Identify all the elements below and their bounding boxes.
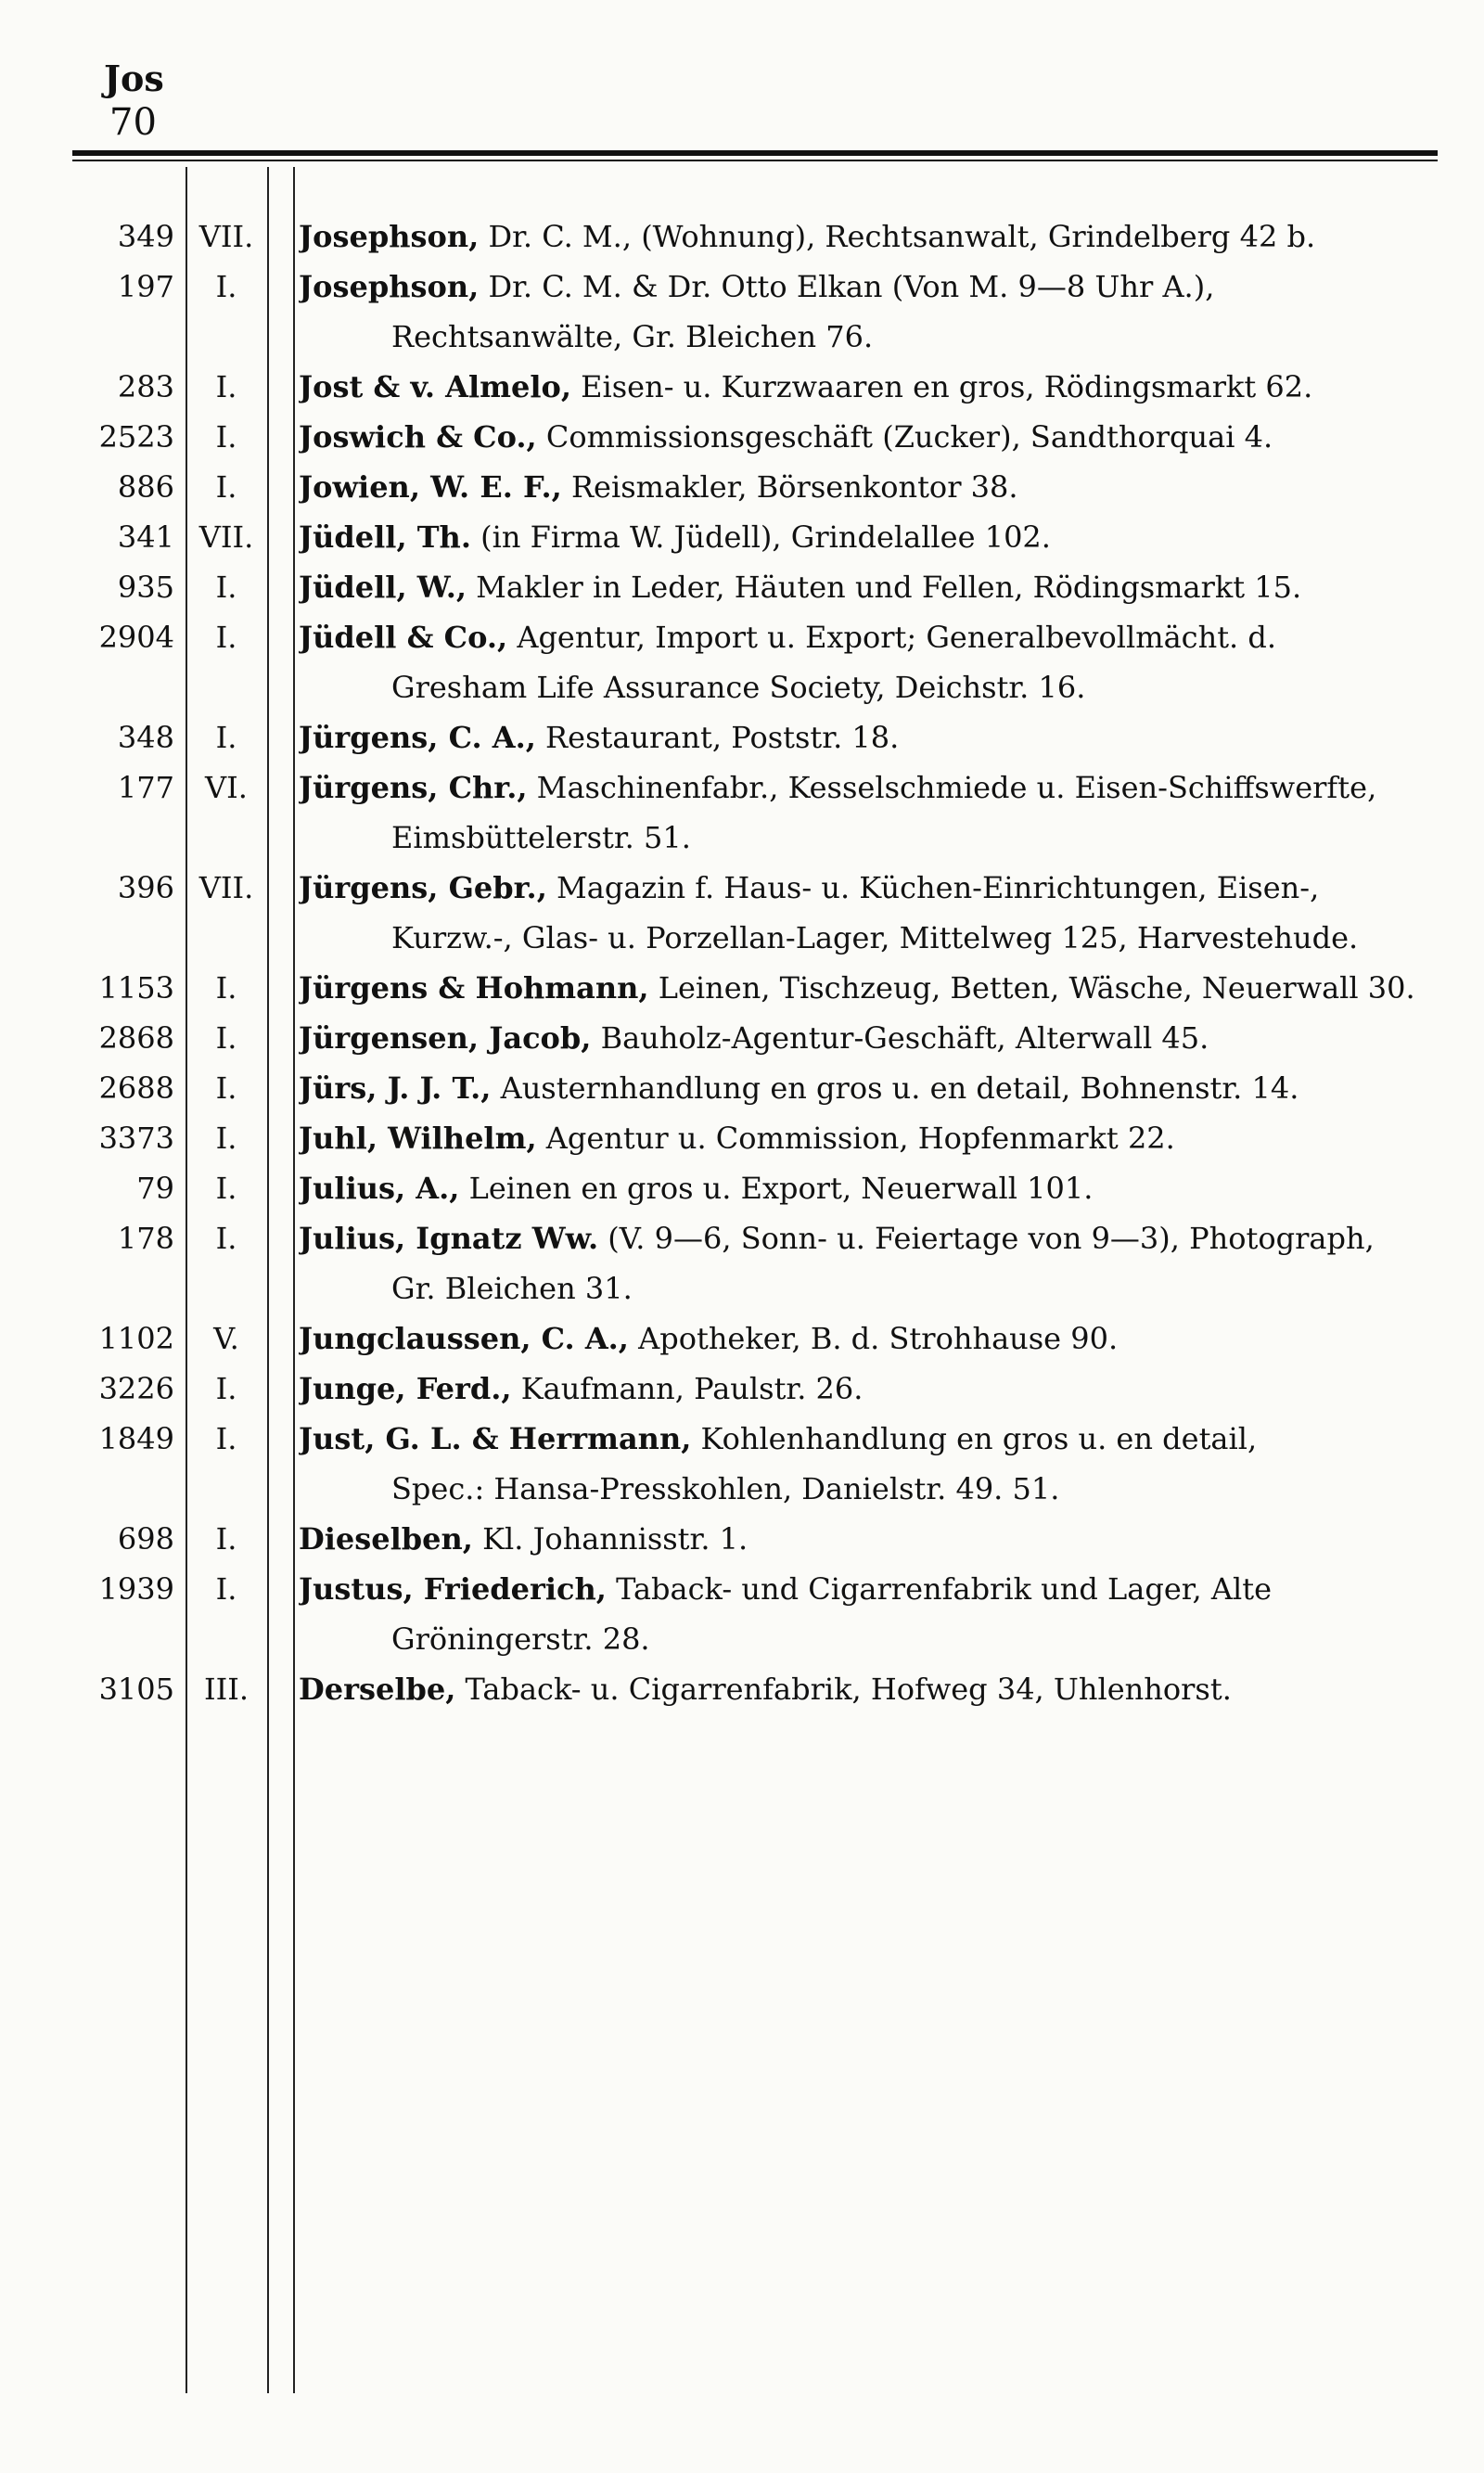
directory-entry <box>0 562 1484 612</box>
district-numeral: VII. <box>198 519 254 555</box>
entry-details: Magazin f. Haus- u. Küchen-Einrichtungen, Eisen-, <box>546 870 1320 905</box>
entry-continuation-line <box>0 1464 1484 1514</box>
telephone-number: 2688 <box>98 1070 174 1106</box>
entry-line <box>0 562 1484 612</box>
telephone-number: 3373 <box>98 1121 174 1156</box>
directory-entry <box>0 1063 1484 1113</box>
entry-continuation-line <box>0 312 1484 362</box>
directory-entry <box>0 1163 1484 1213</box>
directory-entry <box>0 863 1484 963</box>
district-numeral: VI. <box>205 770 248 805</box>
directory-entry <box>0 412 1484 462</box>
entry-text <box>299 1113 1456 1163</box>
entry-details: Eisen- u. Kurzwaaren en gros, Rödingsmarkt 62. <box>570 369 1313 404</box>
entry-details: Maschinenfabr., Kesselschmiede u. Eisen-Schiffswerfte, <box>527 770 1377 805</box>
directory-entry <box>0 1664 1484 1714</box>
directory-entry <box>0 712 1484 762</box>
header-rule-thin <box>72 160 1438 161</box>
entry-details: Gr. Bleichen 31. <box>391 1271 633 1306</box>
entry-details: Kohlenhandlung en gros u. en detail, <box>691 1421 1258 1456</box>
directory-entry <box>0 1313 1484 1364</box>
district-numeral: III. <box>203 1672 249 1707</box>
district-numeral: I. <box>215 970 237 1006</box>
entry-details: Apotheker, B. d. Strohhause 90. <box>628 1321 1119 1356</box>
entry-text <box>299 1163 1456 1213</box>
entry-text <box>299 1364 1456 1414</box>
telephone-number: 197 <box>117 269 174 304</box>
entry-details: Agentur, Import u. Export; Generalbevollmächt. d. <box>507 620 1277 655</box>
entry-details: Taback- und Cigarrenfabrik und Lager, Alte <box>606 1571 1273 1607</box>
entry-details: Austernhandlung en gros u. en detail, Bohnenstr. 14. <box>491 1070 1299 1106</box>
entry-line <box>0 211 1484 262</box>
entry-text <box>299 462 1456 512</box>
district-numeral: I. <box>215 1371 237 1406</box>
entry-name: Dieselben, <box>299 1521 473 1557</box>
entry-text <box>299 1213 1456 1263</box>
entry-name: Jungclaussen, C. A., <box>299 1321 629 1356</box>
district-numeral: I. <box>215 570 237 605</box>
district-numeral: I. <box>215 419 237 455</box>
running-head-key: Jos <box>104 58 164 99</box>
telephone-number: 3226 <box>98 1371 174 1406</box>
entry-name: Jüdell, W., <box>299 570 467 605</box>
directory-entry <box>0 1013 1484 1063</box>
entry-continuation-line <box>0 1614 1484 1664</box>
entry-details: Leinen, Tischzeug, Betten, Wäsche, Neuerwall 30. <box>648 970 1415 1006</box>
directory-entry <box>0 1564 1484 1664</box>
entry-details: Leinen en gros u. Export, Neuerwall 101. <box>459 1171 1094 1206</box>
entry-text <box>299 1313 1456 1364</box>
directory-entry <box>0 262 1484 362</box>
district-numeral: I. <box>215 1070 237 1106</box>
telephone-number: 348 <box>117 720 174 755</box>
entry-continuation-line <box>0 813 1484 863</box>
entry-details: Restaurant, Poststr. 18. <box>535 720 900 755</box>
entry-line <box>0 963 1484 1013</box>
district-numeral: VII. <box>198 870 254 905</box>
entry-name: Jürgens, C. A., <box>299 720 536 755</box>
entry-line <box>0 1163 1484 1213</box>
entry-text <box>299 362 1456 412</box>
entry-text <box>299 1013 1456 1063</box>
entry-name: Jürs, J. J. T., <box>299 1070 492 1106</box>
telephone-number: 2523 <box>98 419 174 455</box>
entry-name: Juhl, Wilhelm, <box>299 1121 537 1156</box>
directory-entry <box>0 362 1484 412</box>
telephone-number: 396 <box>117 870 174 905</box>
telephone-number: 698 <box>117 1521 174 1557</box>
entry-name: Julius, A., <box>299 1171 460 1206</box>
district-numeral: V. <box>213 1321 239 1356</box>
entry-name: Jürgens, Gebr., <box>299 870 547 905</box>
entry-text <box>299 1564 1456 1614</box>
entry-line <box>0 262 1484 312</box>
district-numeral: I. <box>215 1521 237 1557</box>
telephone-number: 2904 <box>98 620 174 655</box>
entry-text <box>299 762 1456 813</box>
entry-details: (in Firma W. Jüdell), Grindelallee 102. <box>470 519 1051 555</box>
directory-entry <box>0 1213 1484 1313</box>
directory-entry <box>0 462 1484 512</box>
entry-text <box>391 1464 1456 1514</box>
directory-entry <box>0 762 1484 863</box>
directory-entry <box>0 963 1484 1013</box>
entry-list <box>0 211 1484 1714</box>
district-numeral: I. <box>215 1571 237 1607</box>
entry-text <box>299 712 1456 762</box>
entry-name: Junge, Ferd., <box>299 1371 512 1406</box>
entry-line <box>0 863 1484 913</box>
entry-line <box>0 1313 1484 1364</box>
entry-text <box>391 913 1456 963</box>
district-numeral: I. <box>215 620 237 655</box>
entry-line <box>0 1213 1484 1263</box>
telephone-number: 2868 <box>98 1020 174 1056</box>
entry-text <box>391 1614 1456 1664</box>
header-rule-thick <box>72 150 1438 156</box>
entry-name: Jürgens & Hohmann, <box>299 970 649 1006</box>
entry-details: Bauholz-Agentur-Geschäft, Alterwall 45. <box>591 1020 1209 1056</box>
entry-details: Dr. C. M., (Wohnung), Rechtsanwalt, Grindelberg 42 b. <box>479 219 1316 254</box>
entry-name: Josephson, <box>299 219 480 254</box>
entry-text <box>299 1664 1456 1714</box>
entry-name: Jürgensen, Jacob, <box>299 1020 592 1056</box>
district-numeral: I. <box>215 1221 237 1256</box>
entry-details: Eimsbüttelerstr. 51. <box>391 820 691 855</box>
entry-text <box>299 863 1456 913</box>
district-numeral: I. <box>215 469 237 505</box>
entry-name: Josephson, <box>299 269 480 304</box>
district-numeral: I. <box>215 1020 237 1056</box>
telephone-number: 79 <box>136 1171 174 1206</box>
directory-entry <box>0 1514 1484 1564</box>
entry-name: Just, G. L. & Herrmann, <box>299 1421 692 1456</box>
telephone-number: 178 <box>117 1221 174 1256</box>
directory-entry <box>0 512 1484 562</box>
telephone-number: 1939 <box>98 1571 174 1607</box>
entry-text <box>299 211 1456 262</box>
entry-name: Justus, Friederich, <box>299 1571 607 1607</box>
entry-name: Jost & v. Almelo, <box>299 369 571 404</box>
entry-line <box>0 762 1484 813</box>
entry-details: Commissionsgeschäft (Zucker), Sandthorquai 4. <box>536 419 1273 455</box>
entry-details: Agentur u. Commission, Hopfenmarkt 22. <box>536 1121 1175 1156</box>
entry-text <box>299 1063 1456 1113</box>
entry-name: Jüdell, Th. <box>299 519 471 555</box>
district-numeral: I. <box>215 369 237 404</box>
entry-line <box>0 1113 1484 1163</box>
entry-line <box>0 1514 1484 1564</box>
entry-continuation-line <box>0 913 1484 963</box>
entry-text <box>299 1414 1456 1464</box>
telephone-number: 935 <box>117 570 174 605</box>
directory-entry <box>0 1364 1484 1414</box>
entry-text <box>391 312 1456 362</box>
entry-name: Joswich & Co., <box>299 419 537 455</box>
district-numeral: I. <box>215 1121 237 1156</box>
entry-text <box>391 813 1456 863</box>
entry-details: Dr. C. M. & Dr. Otto Elkan (Von M. 9—8 Uhr A.), <box>479 269 1215 304</box>
entry-text <box>299 1514 1456 1564</box>
entry-line <box>0 1414 1484 1464</box>
entry-text <box>299 612 1456 662</box>
entry-line <box>0 412 1484 462</box>
entry-line <box>0 1664 1484 1714</box>
entry-name: Derselbe, <box>299 1672 456 1707</box>
entry-line <box>0 612 1484 662</box>
entry-line <box>0 362 1484 412</box>
entry-text <box>299 262 1456 312</box>
telephone-number: 341 <box>117 519 174 555</box>
page-number: 70 <box>109 101 157 144</box>
entry-line <box>0 1564 1484 1614</box>
entry-name: Jüdell & Co., <box>299 620 508 655</box>
entry-details: Rechtsanwälte, Gr. Bleichen 76. <box>391 319 874 354</box>
entry-line <box>0 1063 1484 1113</box>
telephone-number: 1153 <box>98 970 174 1006</box>
entry-details: Gresham Life Assurance Society, Deichstr. 16. <box>391 670 1086 705</box>
entry-details: Kl. Johannisstr. 1. <box>472 1521 748 1557</box>
telephone-number: 886 <box>117 469 174 505</box>
entry-details: Taback- u. Cigarrenfabrik, Hofweg 34, Uhlenhorst. <box>455 1672 1232 1707</box>
entry-details: Kurzw.-, Glas- u. Porzellan-Lager, Mittelweg 125, Harvestehude. <box>391 920 1359 955</box>
telephone-number: 1849 <box>98 1421 174 1456</box>
entry-details: Makler in Leder, Häuten und Fellen, Rödingsmarkt 15. <box>466 570 1302 605</box>
telephone-number: 1102 <box>98 1321 174 1356</box>
directory-entry <box>0 1414 1484 1514</box>
entry-name: Julius, Ignatz Ww. <box>299 1221 599 1256</box>
entry-line <box>0 1364 1484 1414</box>
entry-text <box>299 512 1456 562</box>
entry-continuation-line <box>0 1263 1484 1313</box>
district-numeral: I. <box>215 1421 237 1456</box>
telephone-number: 283 <box>117 369 174 404</box>
telephone-number: 349 <box>117 219 174 254</box>
entry-details: Reismakler, Börsenkontor 38. <box>561 469 1018 505</box>
entry-line <box>0 712 1484 762</box>
entry-name: Jowien, W. E. F., <box>299 469 562 505</box>
entry-line <box>0 512 1484 562</box>
directory-entry <box>0 612 1484 712</box>
entry-text <box>391 662 1456 712</box>
entry-line <box>0 462 1484 512</box>
district-numeral: I. <box>215 1171 237 1206</box>
telephone-number: 3105 <box>98 1672 174 1707</box>
entry-text <box>299 412 1456 462</box>
directory-entry <box>0 211 1484 262</box>
directory-entry <box>0 1113 1484 1163</box>
district-numeral: VII. <box>198 219 254 254</box>
entry-text <box>299 562 1456 612</box>
entry-details: Gröningerstr. 28. <box>391 1621 650 1657</box>
district-numeral: I. <box>215 269 237 304</box>
district-numeral: I. <box>215 720 237 755</box>
entry-details: (V. 9—6, Sonn- u. Feiertage von 9—3), Photograph, <box>598 1221 1375 1256</box>
entry-text <box>391 1263 1456 1313</box>
entry-text <box>299 963 1456 1013</box>
entry-line <box>0 1013 1484 1063</box>
entry-details: Kaufmann, Paulstr. 26. <box>511 1371 864 1406</box>
entry-details: Spec.: Hansa-Presskohlen, Danielstr. 49. 51. <box>391 1471 1060 1506</box>
entry-name: Jürgens, Chr., <box>299 770 528 805</box>
entry-continuation-line <box>0 662 1484 712</box>
telephone-number: 177 <box>117 770 174 805</box>
